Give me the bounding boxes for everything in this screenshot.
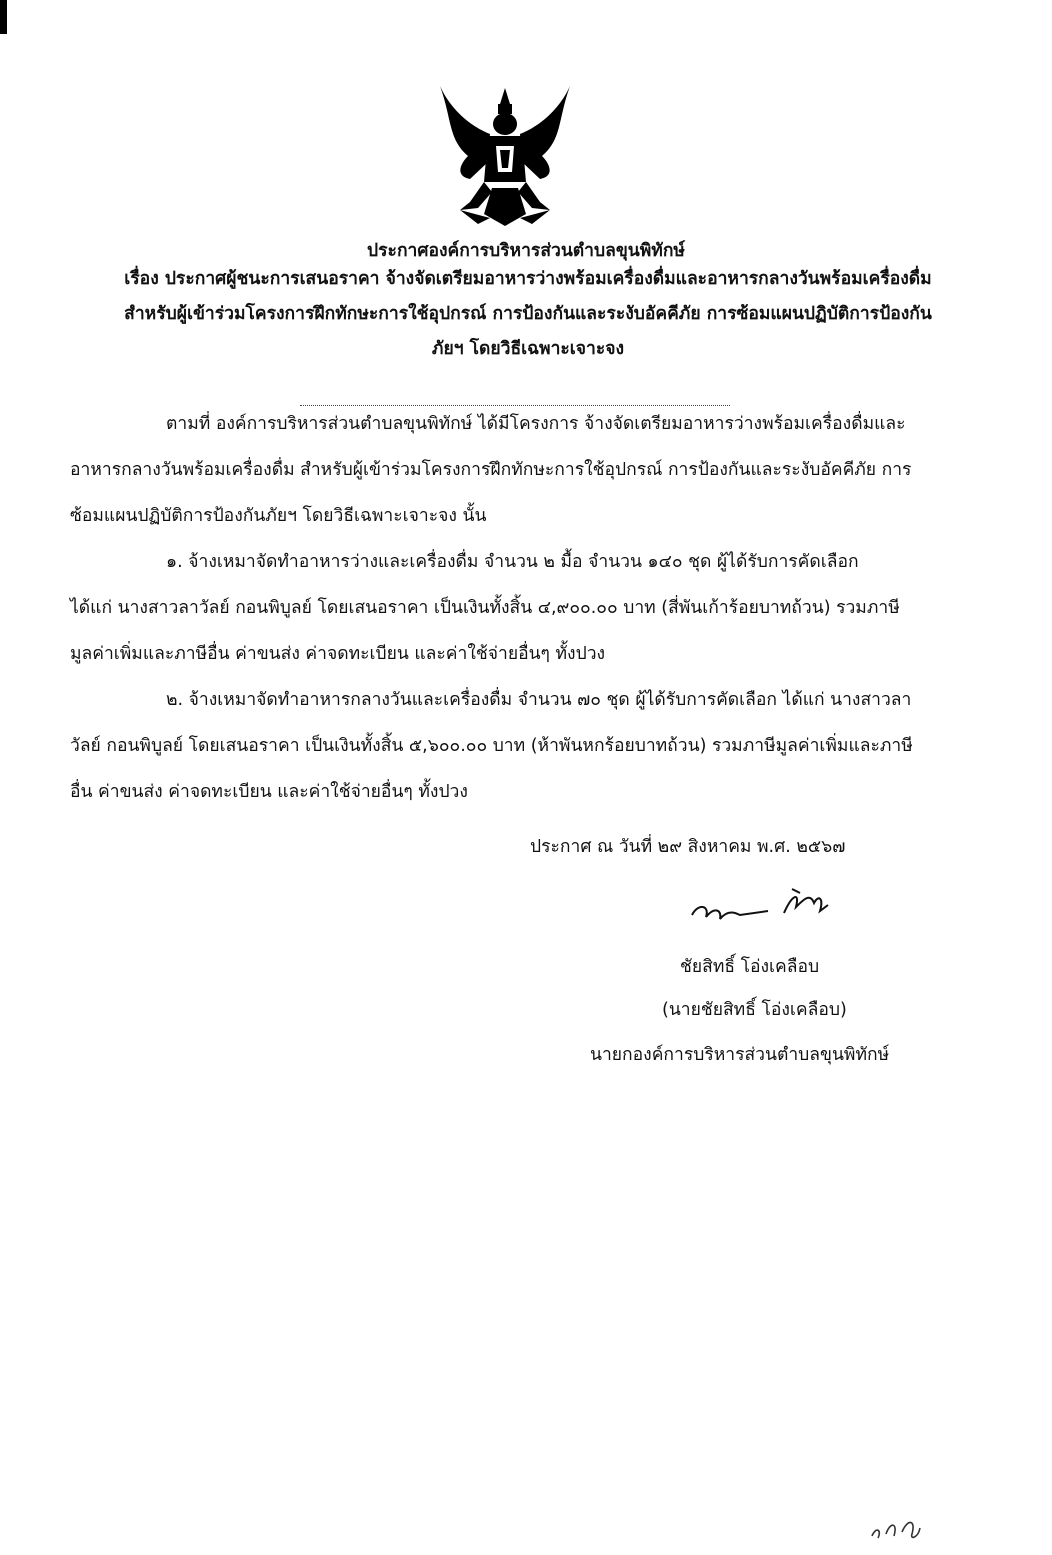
- dotted-divider: [300, 405, 730, 406]
- garuda-emblem-icon: [430, 84, 580, 232]
- announcement-date: ประกาศ ณ วันที่ ๒๙ สิงหาคม พ.ศ. ๒๕๖๗: [530, 837, 846, 857]
- item-1-line: ได้แก่ นางสาวลาวัลย์ กอนพิบูลย์ โดยเสนอราคา เป็นเงินทั้งสิ้น ๔,๙๐๐.๐๐ บาท (สี่พันเก้าร้อยบาทถ้วน) รวมภาษี: [70, 598, 900, 618]
- signer-full-name: (นายชัยสิทธิ์ โอ่งเคลือบ): [662, 1000, 847, 1020]
- signer-name: ชัยสิทธิ์ โอ่งเคลือบ: [680, 957, 820, 977]
- subject-line: ภัยฯ โดยวิธีเฉพาะเจาะจง: [431, 339, 625, 359]
- signature-icon: [688, 885, 838, 929]
- signer-position: นายกองค์การบริหารส่วนตำบลขุนพิทักษ์: [590, 1045, 890, 1065]
- subject-line: เรื่อง ประกาศผู้ชนะการเสนอราคา จ้างจัดเตรียมอาหารว่างพร้อมเครื่องดื่มและอาหารกลางวันพร้อมเครื่องดื่ม: [124, 269, 932, 289]
- announcement-subject: [78, 262, 978, 367]
- intro-line: ซ้อมแผนปฏิบัติการป้องกันภัยฯ โดยวิธีเฉพาะเจาะจง นั้น: [70, 506, 487, 526]
- item-2-line: ๒. จ้างเหมาจัดทำอาหารกลางวันและเครื่องดื่ม จำนวน ๗๐ ชุด ผู้ได้รับการคัดเลือก ได้แก่ นางสาวลา: [166, 690, 912, 710]
- intro-line: อาหารกลางวันพร้อมเครื่องดื่ม สำหรับผู้เข้าร่วมโครงการฝึกทักษะการใช้อุปกรณ์ การป้องกันและระงับอัคคีภัย การ: [70, 460, 912, 480]
- announcement-title: ประกาศองค์การบริหารส่วนตำบลขุนพิทักษ์: [367, 241, 685, 261]
- item-1-line: ๑. จ้างเหมาจัดทำอาหารว่างและเครื่องดื่ม จำนวน ๒ มื้อ จำนวน ๑๔๐ ชุด ผู้ได้รับการคัดเลือก: [166, 552, 859, 572]
- intro-line: ตามที่ องค์การบริหารส่วนตำบลขุนพิทักษ์ ได้มีโครงการ จ้างจัดเตรียมอาหารว่างพร้อมเครื่องดื่มและ: [166, 414, 906, 434]
- item-2-line: วัลย์ กอนพิบูลย์ โดยเสนอราคา เป็นเงินทั้งสิ้น ๕,๖๐๐.๐๐ บาท (ห้าพันหกร้อยบาทถ้วน) รวมภาษีมูลค่าเพิ่มและภาษี: [70, 736, 913, 756]
- handwritten-mark-icon: [868, 1508, 923, 1546]
- subject-line: สำหรับผู้เข้าร่วมโครงการฝึกทักษะการใช้อุปกรณ์ การป้องกันและระงับอัคคีภัย การซ้อมแผนปฏิบัติการป้องกัน: [124, 304, 932, 324]
- item-1-line: มูลค่าเพิ่มและภาษีอื่น ค่าขนส่ง ค่าจดทะเบียน และค่าใช้จ่ายอื่นๆ ทั้งปวง: [70, 644, 606, 664]
- item-2-line: อื่น ค่าขนส่ง ค่าจดทะเบียน และค่าใช้จ่ายอื่นๆ ทั้งปวง: [70, 782, 468, 802]
- scan-corner-mark: [0, 0, 7, 34]
